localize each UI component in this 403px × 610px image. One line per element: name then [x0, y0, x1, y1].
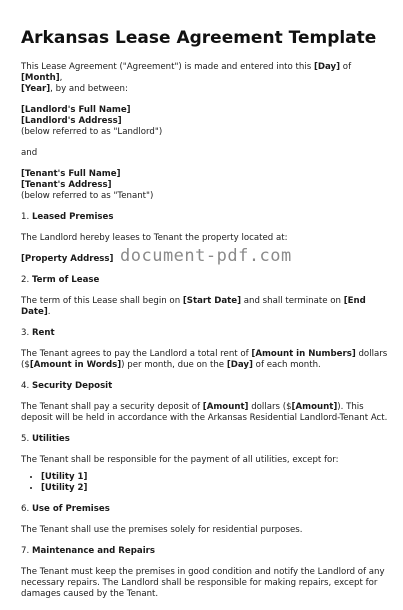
intro-text: , by and between:: [50, 84, 128, 94]
rent-day: [Day]: [226, 360, 253, 370]
section-number: 3.: [21, 328, 32, 338]
section-title: Leased Premises: [31, 212, 114, 222]
deposit-text: ). This deposit will be held in accordance with the Arkansas Residential Landlord-Tenant Act.: [21, 402, 388, 423]
landlord-name: [Landlord's Full Name]: [21, 105, 131, 115]
term-text: .: [47, 307, 51, 317]
rent-text: ) per month, due on the: [121, 360, 227, 370]
section-heading-5: [21, 434, 391, 445]
term-text: and shall terminate on: [241, 296, 344, 306]
utility-list: [21, 472, 391, 494]
deposit-amount: [Amount]: [202, 402, 249, 412]
section-title: Term of Lease: [31, 275, 100, 285]
deposit-text: dollars ($: [248, 402, 292, 412]
section-heading-4: [21, 381, 391, 392]
document-page: [21, 28, 391, 610]
section-number: 1.: [21, 212, 32, 222]
watermark: document-pdf.com: [120, 246, 292, 266]
section-3-text: [21, 349, 391, 371]
intro-text: This Lease Agreement ("Agreement") is made and entered into this: [21, 62, 314, 72]
intro-text: of: [340, 62, 352, 72]
landlord-block: [21, 105, 391, 138]
section-5-text: The Tenant shall be responsible for the payment of all utilities, except for:: [21, 455, 339, 465]
section-6-text: The Tenant shall use the premises solely for residential purposes.: [21, 525, 303, 535]
section-number: 4.: [21, 381, 32, 391]
intro-paragraph: [21, 62, 391, 95]
section-title: Use of Premises: [31, 504, 110, 514]
rent-text: The Tenant agrees to pay the Landlord a total rent of: [21, 349, 252, 359]
term-text: The term of this Lease shall begin on: [21, 296, 183, 306]
section-1-text: The Landlord hereby leases to Tenant the property located at:: [21, 233, 288, 243]
section-number: 6.: [21, 504, 32, 514]
section-number: 2.: [21, 275, 32, 285]
section-heading-6: [21, 504, 391, 515]
and-text: and: [21, 148, 38, 158]
section-number: 7.: [21, 546, 32, 556]
tenant-address: [Tenant's Address]: [21, 180, 112, 190]
property-address: [Property Address]: [21, 254, 114, 264]
section-title: Rent: [31, 328, 55, 338]
section-4-text: [21, 402, 391, 424]
document-title: Arkansas Lease Agreement Template: [21, 28, 377, 48]
section-title: Utilities: [31, 434, 70, 444]
start-date: [Start Date]: [182, 296, 242, 306]
landlord-address: [Landlord's Address]: [21, 116, 122, 126]
rent-text: dollars ($: [21, 349, 388, 370]
section-heading-2: [21, 275, 391, 286]
list-item: • [Utility 1]: [41, 472, 391, 483]
section-number: 5.: [21, 434, 32, 444]
list-item: • [Utility 2]: [41, 483, 391, 494]
amount-words: [Amount in Words]: [29, 360, 122, 370]
deposit-text: The Tenant shall pay a security deposit of: [21, 402, 203, 412]
rent-text: of each month.: [252, 360, 321, 370]
section-heading-3: [21, 328, 391, 339]
tenant-block: [21, 169, 391, 202]
amount-numbers: [Amount in Numbers]: [251, 349, 356, 359]
section-title: Maintenance and Repairs: [31, 546, 155, 556]
section-2-text: [21, 296, 391, 318]
tenant-name: [Tenant's Full Name]: [21, 169, 121, 179]
day-placeholder: [Day]: [313, 62, 341, 72]
month-placeholder: [Month]: [21, 73, 60, 83]
year-placeholder: [Year]: [21, 84, 51, 94]
end-date: [End Date]: [21, 296, 366, 317]
tenant-note: (below referred to as "Tenant"): [21, 191, 154, 201]
deposit-amount: [Amount]: [291, 402, 338, 412]
section-heading-7: [21, 546, 391, 557]
section-heading-1: [21, 212, 391, 223]
section-7-text: The Tenant must keep the premises in good condition and notify the Landlord of any necessary repairs. The Landlord shall be responsible for making repairs, except for damages caused by the Tenant.: [21, 567, 385, 599]
landlord-note: (below referred to as "Landlord"): [21, 127, 163, 137]
intro-text: ,: [59, 73, 63, 83]
section-title: Security Deposit: [31, 381, 113, 391]
